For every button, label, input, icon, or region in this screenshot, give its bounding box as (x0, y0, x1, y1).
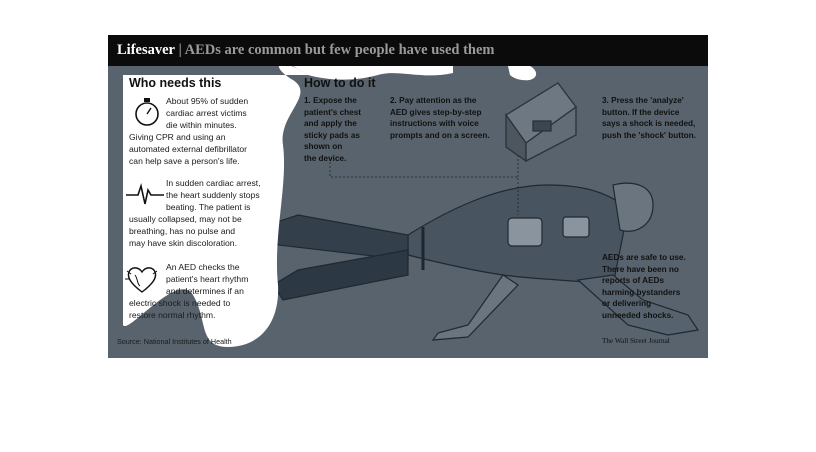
paragraph-1-line-6: can help save a person's life. (129, 156, 240, 166)
paragraph-1-line-3: die within minutes. (166, 120, 237, 130)
step-3-instructions: 3. Press the 'analyze' button. If the device says a shock is needed, push the 'shock' button. (602, 96, 696, 140)
paragraph-3-line-5: restore normal rhythm. (129, 310, 216, 320)
how-to-do-it-heading: How to do it (304, 76, 376, 90)
title-bar (108, 35, 708, 66)
paragraph-2-line-4: usually collapsed, may not be (129, 214, 242, 224)
paragraph-3-line-2: patient's heart rhythm (166, 274, 249, 284)
who-needs-this-heading: Who needs this (129, 76, 222, 90)
heartbeat-icon (126, 180, 164, 206)
paragraph-2-line-2: the heart suddenly stops (166, 190, 260, 200)
paragraph-1-line-5: automated external defibrillator (129, 144, 247, 154)
paragraph-2-line-1: In sudden cardiac arrest, (166, 178, 261, 188)
step-2-instructions: 2. Pay attention as the AED gives step-by-step instructions with voice prompts and on a screen. (390, 96, 490, 140)
paragraph-2-line-5: breathing, has no pulse and (129, 226, 236, 236)
page-title: Lifesaver | AEDs are common but few people have used them (117, 42, 495, 58)
source-note: Source: National Institutes of Health (117, 337, 232, 346)
step-1-instructions: 1. Expose the patient's chest and apply the sticky pads as shown on the device. (304, 96, 362, 163)
paragraph-3-line-3: and determines if an (166, 286, 244, 296)
paragraph-1-line-2: cardiac arrest victims (166, 108, 247, 118)
infographic-frame (108, 35, 708, 358)
paragraph-3-line-4: electric shock is needed to (129, 298, 231, 308)
safety-note: AEDs are safe to use. There have been no reports of AEDs harming bystanders or delivering unneeded shocks. (602, 253, 686, 320)
paragraph-3-line-1: An AED checks the (166, 262, 240, 272)
stopwatch-icon (133, 96, 161, 128)
paragraph-1-line-1: About 95% of sudden (166, 96, 249, 106)
heart-icon (125, 263, 159, 295)
paragraph-2-line-6: may have skin discoloration. (129, 238, 237, 248)
paragraph-2-line-3: beating. The patient is (166, 202, 251, 212)
publisher-credit: The Wall Street Journal (602, 337, 670, 345)
paragraph-1-line-4: Giving CPR and using an (129, 132, 226, 142)
